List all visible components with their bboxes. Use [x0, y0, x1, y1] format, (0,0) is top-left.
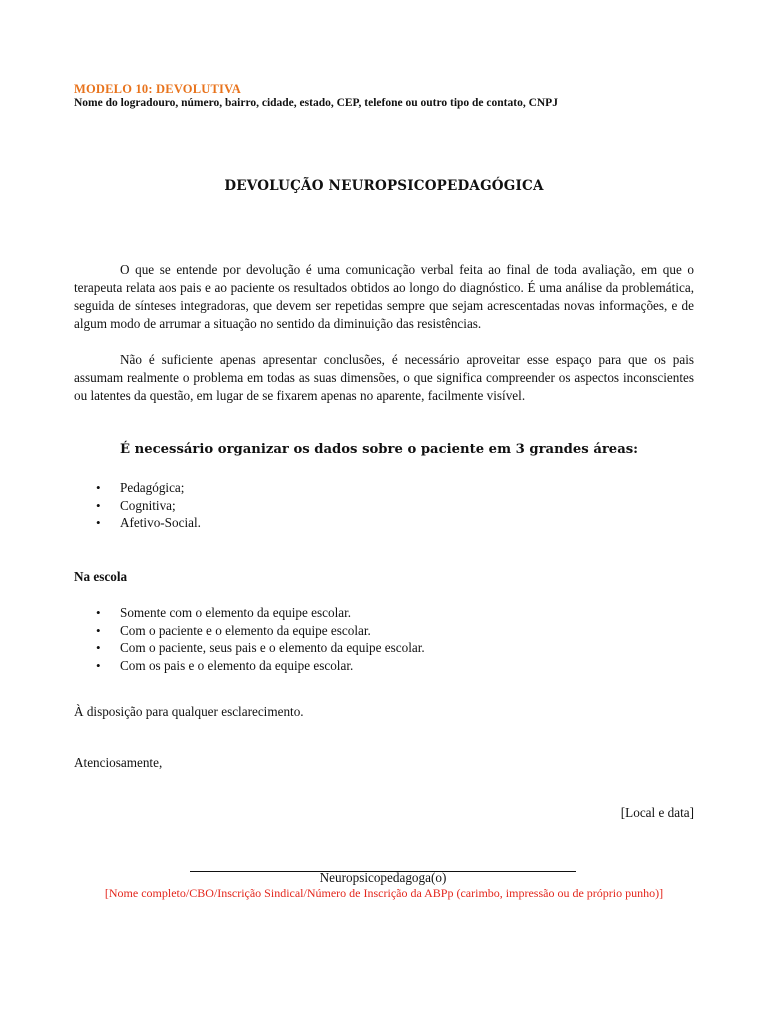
list-item: • Pedagógica;: [96, 480, 185, 495]
bullet-icon: •: [96, 640, 101, 655]
bullet-icon: •: [96, 497, 101, 513]
list-item: • Cognitiva;: [96, 497, 176, 513]
list-item: • Com o paciente, seus pais e o elemento da equipe escolar.: [96, 640, 425, 655]
school-heading: Na escola: [74, 569, 128, 584]
closing-regards: Atenciosamente,: [74, 755, 163, 770]
list-item: • Somente com o elemento da equipe escolar.: [96, 605, 352, 620]
areas-list: [74, 479, 201, 532]
list-item: • Com os pais e o elemento da equipe escolar.: [96, 657, 354, 673]
paragraph-conclusions: Não é suficiente apenas apresentar conclusões, é necessário aproveitar esse espaço para que os pais assumam realmente o problema em todas as suas dimensões, o que significa compreender os aspectos inconscientes ou latentes da questão, em lugar de se fixarem apenas no aparente, facilmente visível.: [74, 352, 694, 403]
bullet-icon: •: [96, 605, 101, 620]
bullet-icon: •: [96, 622, 101, 638]
bullet-icon: •: [96, 657, 101, 673]
availability-text: À disposição para qualquer esclarecimento.: [74, 704, 304, 719]
list-item: • Com o paciente e o elemento da equipe escolar.: [96, 622, 371, 638]
bullet-icon: •: [96, 515, 101, 530]
model-title: MODELO 10: DEVOLUTIVA: [74, 82, 241, 96]
document-title: DEVOLUÇÃO NEUROPSICOPEDAGÓGICA: [224, 178, 544, 194]
list-item: • Afetivo-Social.: [96, 515, 201, 530]
school-list: [74, 604, 425, 674]
signature-note: [Nome completo/CBO/Inscrição Sindical/Número de Inscrição da ABPp (carimbo, impressão ou de próprio punho)]: [104, 886, 664, 900]
areas-heading: É necessário organizar os dados sobre o paciente em 3 grandes áreas:: [120, 442, 639, 457]
place-date: [Local e data]: [620, 805, 694, 820]
paragraph-definition: O que se entende por devolução é uma comunicação verbal feita ao final de toda avaliação, em que o terapeuta relata aos pais e ao paciente os resultados obtidos ao longo do diagnóstico. É uma análise da problemática, seguida de sínteses integradoras, que devem ser repetidas sempre que sejam acrescentadas novas informações, e de algum modo de arrumar a situação no sentido da diminuição das resistências.: [74, 262, 694, 331]
signature-title: Neuropsicopedagoga(o): [319, 870, 447, 885]
bullet-icon: •: [96, 480, 101, 495]
address-line: Nome do logradouro, número, bairro, cidade, estado, CEP, telefone ou outro tipo de contato, CNPJ: [74, 97, 558, 109]
